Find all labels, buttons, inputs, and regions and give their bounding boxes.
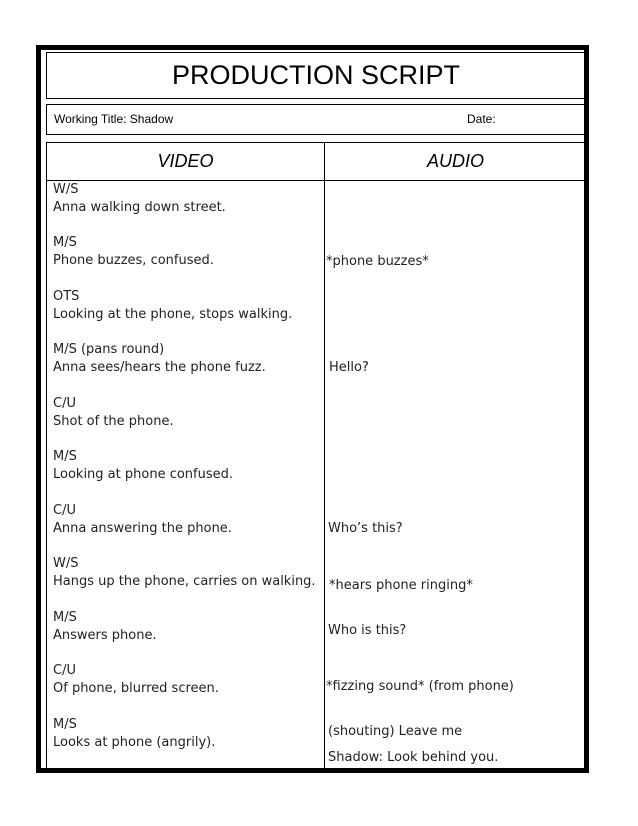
- video-shot: [53, 609, 157, 645]
- video-column-header: VIDEO: [157, 151, 214, 171]
- page-title: [46, 52, 586, 99]
- info-row: [46, 104, 586, 135]
- audio-line: Hello?: [329, 360, 369, 375]
- date-label: Date:: [467, 112, 496, 126]
- shot-description: Hangs up the phone, carries on walking.: [53, 574, 316, 589]
- shot-type: C/U: [53, 396, 76, 411]
- audio-line: *phone buzzes*: [326, 254, 429, 269]
- shot-type: OTS: [53, 289, 80, 304]
- video-shot: [53, 502, 232, 538]
- audio-line: Who’s this?: [328, 521, 403, 536]
- video-shot: [53, 234, 214, 270]
- video-shot: [53, 716, 215, 752]
- shot-type: M/S: [53, 610, 77, 625]
- shot-description: Anna walking down street.: [53, 200, 226, 215]
- video-shot: [53, 448, 233, 484]
- shot-type: M/S: [53, 717, 77, 732]
- video-shot: [53, 181, 226, 217]
- shot-type: W/S: [53, 556, 79, 571]
- shot-type: M/S: [53, 235, 77, 250]
- title-text: PRODUCTION SCRIPT: [171, 60, 460, 90]
- video-shot: [53, 288, 292, 324]
- audio-column-header: AUDIO: [426, 151, 484, 171]
- audio-line: (shouting) Leave me: [328, 724, 463, 739]
- audio-line: Who is this?: [328, 623, 407, 638]
- shot-description: Of phone, blurred screen.: [53, 681, 219, 696]
- shot-type: W/S: [53, 182, 79, 197]
- video-shot: [53, 555, 316, 591]
- shot-description: Anna answering the phone.: [53, 521, 232, 536]
- audio-line: Shadow: Look behind you.: [328, 750, 499, 765]
- video-shot: [53, 662, 219, 698]
- shot-description: Answers phone.: [53, 628, 157, 643]
- video-shot: [53, 395, 174, 431]
- shot-description: Phone buzzes, confused.: [53, 253, 214, 268]
- column-divider: [324, 143, 325, 771]
- shot-type: M/S: [53, 449, 77, 464]
- working-title: Working Title: Shadow: [54, 112, 174, 126]
- shot-type: C/U: [53, 663, 76, 678]
- shot-description: Looking at phone confused.: [53, 467, 234, 482]
- audio-line: *hears phone ringing*: [329, 578, 473, 593]
- shot-description: Looks at phone (angrily).: [53, 735, 216, 750]
- shot-type: M/S (pans round): [53, 342, 165, 357]
- video-shot: [53, 341, 266, 377]
- shot-type: C/U: [53, 503, 76, 518]
- shot-description: Shot of the phone.: [53, 414, 174, 429]
- shot-description: Looking at the phone, stops walking.: [53, 307, 293, 322]
- shot-description: Anna sees/hears the phone fuzz.: [53, 360, 266, 375]
- audio-line: *fizzing sound* (from phone): [326, 679, 514, 694]
